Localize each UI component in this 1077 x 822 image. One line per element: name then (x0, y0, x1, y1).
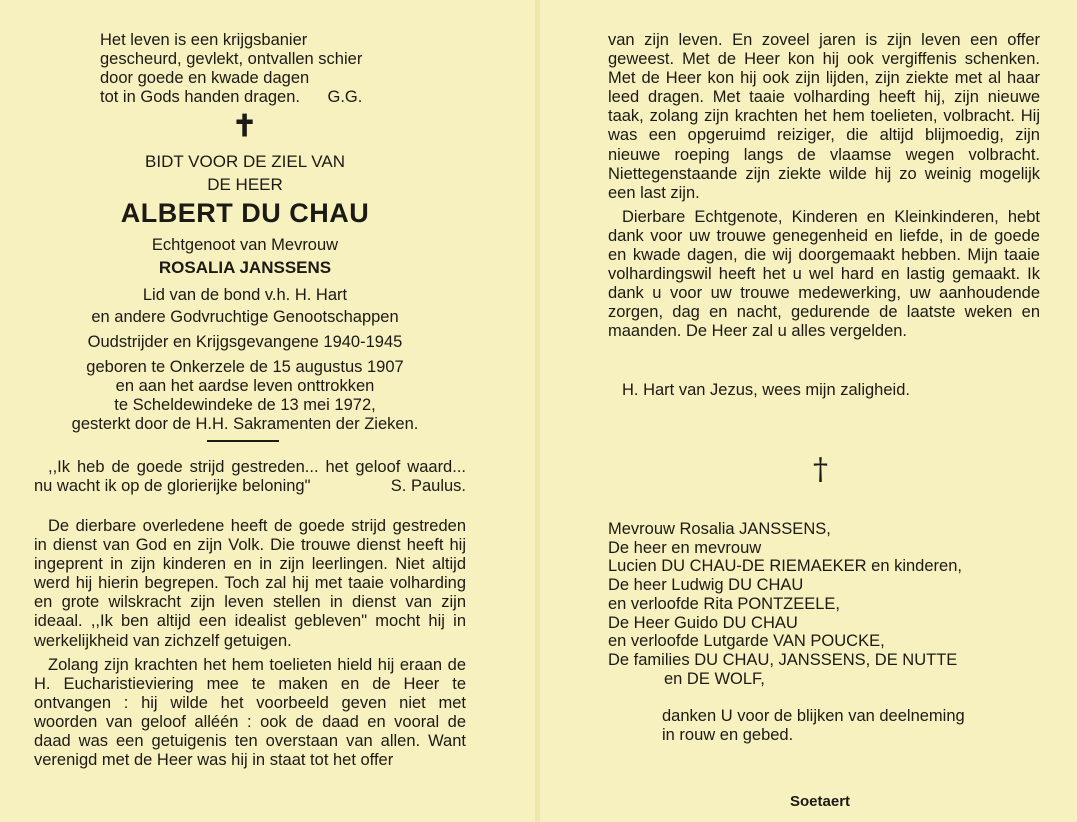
family-line: De Heer Guido DU CHAU (608, 613, 798, 632)
poem-line: door goede en kwade dagen (100, 69, 310, 87)
spouse-name: ROSALIA JANSSENS (158, 258, 332, 277)
bio-line: en aan het aardse leven onttrokken (115, 377, 375, 395)
family-line: en verloofde Rita PONTZEELE, (608, 594, 841, 613)
heading-line: BIDT VOOR DE ZIEL VAN (145, 152, 345, 171)
bio-line: en andere Godvruchtige Genootschappen (91, 308, 399, 326)
paragraph: Zolang zijn krachten het hem toelieten hield hij eraan de H. Eucharistieviering mee te maken en de Heer te ontvangen : hij wilde het voorbeeld geven niet met woorden van geloof alléén : ook de daad en vooral de daad was een getuigenis ten overstaan van allen. Want verenigd met de Heer was hij in staat tot het offer (34, 655, 466, 770)
paragraph: De dierbare overledene heeft de goede strijd gestreden in dienst van God en zijn Volk. Die trouwe dienst heeft hij ingeprent in zijn kinderen en in zijn leerlingen. Niet altijd werd hij hierin begrepen. Toch zal hij met taaie volharding en grote wilskracht zijn leven stellen in dienst van zijn ideaal. ,,Ik ben altijd een idealist gebleven" mocht hij in werkelijkheid van zichzelf getuigen. (34, 517, 466, 650)
family-line: Mevrouw Rosalia JANSSENS, (608, 520, 831, 538)
poem-line: Het leven is een krijgsbanier (100, 31, 308, 49)
family-line: en DE WOLF, (664, 669, 765, 688)
thanks-note (662, 707, 965, 745)
bio-line: gesterkt door de H.H. Sakramenten der Zieken. (71, 415, 419, 433)
poem-line: tot in Gods handen dragen. G.G. (100, 88, 363, 106)
thanks-line: in rouw en gebed. (662, 726, 794, 744)
heading-line: DE HEER (207, 175, 283, 194)
bio-line: te Scheldewindeke de 13 mei 1972, (114, 396, 376, 414)
printer-name: Soetaert (790, 793, 851, 810)
paragraph: Dierbare Echtgenote, Kinderen en Kleinkinderen, hebt dank voor uw trouwe genegenheid en liefde, in de goede en kwade dagen, die wij doorgemaakt hebben. Mijn taaie volhardingswil heeft het u wel hard en lastig gemaakt. Ik dank u voor uw trouwe medewerking, uw aanhoudende zorgen, dag en nacht, gedurende de laatste weken en maanden. De Heer zal u alles vergelden. (608, 207, 1040, 341)
cross-icon: † (813, 452, 828, 487)
prayer-heading (35, 150, 455, 196)
divider (207, 440, 279, 442)
cross-icon: ✝ (232, 109, 258, 144)
deceased-name: ALBERT DU CHAU (120, 198, 370, 228)
quote-source: S. Paulus. (390, 477, 466, 496)
poem-line: gescheurd, gevlekt, ontvallen schier (100, 50, 363, 68)
paragraph: van zijn leven. En zoveel jaren is zijn leven een offer geweest. Met de Heer kon hij ook vergiffenis schenken. Met de Heer kon hij ook zijn lijden, zijn ziekte met al haar leed dragen. Met taaie volharding heeft hij, zijn nieuwe taak, zolang zijn krachten het hem toelieten, volbracht. Hij was een opgeruimd reiziger, die altijd blijmoedig, zijn nieuwe roeping langs de vlaamse wegen volbracht. Niettegenstaande zijn ziekte wilde hij zo weinig mogelijk een last zijn. (608, 31, 1040, 202)
body-right (608, 31, 1040, 347)
bio-line: Oudstrijder en Krijgsgevangene 1940-1945 (87, 333, 403, 351)
thanks-line: danken U voor de blijken van deelneming (662, 707, 965, 725)
biography (35, 286, 455, 434)
family-line: De heer Ludwig DU CHAU (608, 576, 804, 595)
family-line: De families DU CHAU, JANSSENS, DE NUTTE (608, 650, 958, 669)
body-left (34, 517, 466, 775)
bio-line: geboren te Onkerzele de 15 augustus 1907 (86, 358, 404, 376)
motto: H. Hart van Jezus, wees mijn zaligheid. (622, 381, 910, 399)
family-line: en verloofde Lutgarde VAN POUCKE, (608, 632, 885, 651)
quote-text: ,,Ik heb de goede strijd gestreden... het geloof waard... nu wacht ik op de glorierijke beloning" (34, 458, 466, 496)
poem (100, 31, 440, 107)
spouse-intro: Echtgenoot van Mevrouw (151, 236, 339, 254)
family-list (608, 520, 1048, 688)
scripture-quote (34, 458, 466, 501)
family-line: De heer en mevrouw (608, 538, 762, 557)
bio-line: Lid van de bond v.h. H. Hart (142, 286, 348, 304)
family-line: Lucien DU CHAU-DE RIEMAEKER en kinderen, (608, 557, 962, 576)
